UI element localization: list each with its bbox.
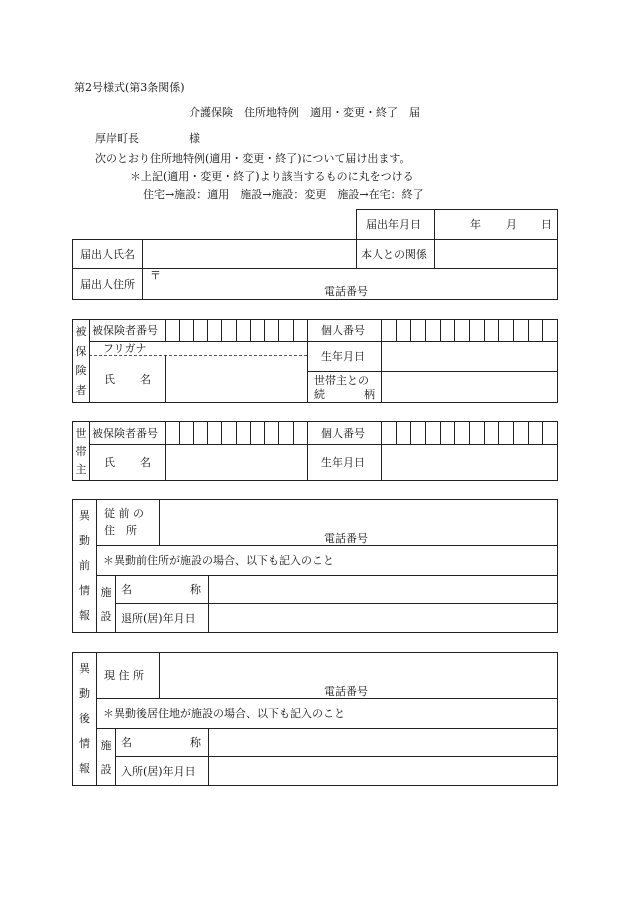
insured-side-label [73,322,89,400]
applicant-name-field[interactable] [143,240,355,268]
form-number: 第2号様式(第3条関係) [74,81,185,94]
after-facility-name-field[interactable] [209,729,557,756]
leaving-date-field[interactable] [209,604,557,632]
side-char: 情 [79,737,90,750]
current-phone-label: 電話番号 [324,685,368,698]
applicant-name-label: 届出人氏名 [80,248,135,261]
after-facility-side-label [97,733,115,781]
householder-personal-number-boxes[interactable] [382,422,557,444]
householder-birthdate-label: 生年月日 [321,456,365,469]
side-char: 設 [100,762,112,776]
side-char: 者 [75,383,87,397]
month-label: 月 [506,218,517,231]
note-cases: 住宅→施設：適用 施設→施設：変更 施設→在宅：終了 [143,188,424,201]
honorific: 様 [189,132,200,145]
intro-text: 次のとおり住所地特例(適用・変更・終了)について届け出ます。 [95,152,411,165]
householder-name-field[interactable] [166,445,307,480]
furigana-field[interactable] [166,342,307,355]
side-char: 施 [100,585,112,599]
household-relation-field[interactable] [382,372,557,402]
insured-name-label-2: 名 [140,373,151,386]
householder-personal-number-label: 個人番号 [321,427,365,440]
personal-number-boxes[interactable] [382,320,557,341]
previous-address-label-2: 住 所 [104,524,137,537]
side-char: 険 [75,364,87,378]
insured-birthdate-label: 生年月日 [321,350,365,363]
after-facility-name-label-1: 名 [121,736,132,749]
submission-date-field[interactable] [435,209,557,239]
applicant-phone-label: 電話番号 [324,285,368,298]
applicant-address-label: 届出人住所 [80,278,135,291]
side-char: 前 [79,559,90,572]
side-char: 設 [100,609,112,623]
household-relation-label-2a: 続 [314,388,325,401]
furigana-label: フリガナ [103,342,147,355]
side-char: 報 [79,609,90,622]
insured-name-label-1: 氏 [104,373,115,386]
addressee: 厚岸町長 [95,132,139,145]
side-char: 後 [79,712,90,725]
before-facility-name-label-2: 称 [190,583,201,596]
relation-label: 本人との関係 [361,248,427,261]
insured-birthdate-field[interactable] [382,342,557,371]
side-char: 保 [75,344,87,358]
relation-field[interactable] [435,240,557,268]
insured-number-boxes[interactable] [166,320,307,341]
before-facility-side-label [97,580,115,628]
householder-name-label-1: 氏 [104,456,115,469]
before-facility-name-label-1: 名 [121,583,132,596]
householder-number-label: 被保険者番号 [92,427,158,440]
note-circle: ＊上記(適用・変更・終了)より該当するものに丸をつける [130,170,414,183]
previous-phone-label: 電話番号 [324,532,368,545]
after-facility-note: ＊異動後居住地が施設の場合、以下も記入のこと [103,707,345,720]
side-char: 異 [79,509,90,522]
household-relation-label-1: 世帯主との [314,374,369,387]
entering-date-field[interactable] [209,757,557,785]
previous-address-label-1: 従 前 の [104,507,144,520]
side-char: 動 [79,534,90,547]
householder-birthdate-field[interactable] [382,445,557,480]
after-facility-name-label-2: 称 [190,736,201,749]
side-char: 施 [100,738,112,752]
after-side-label [73,656,96,781]
form-title: 介護保険 住所地特例 適用・変更・終了 届 [189,106,420,119]
day-label: 日 [541,218,552,231]
before-side-label [73,503,96,628]
leaving-date-label: 退所(居)年月日 [121,612,196,625]
side-char: 世 [75,426,87,440]
side-char: 動 [79,687,90,700]
side-char: 被 [75,325,87,339]
submission-date-label: 届出年月日 [366,218,421,231]
side-char: 主 [75,462,87,476]
postal-mark: 〒 [150,269,161,282]
side-char: 報 [79,762,90,775]
household-relation-label-2b: 柄 [364,388,375,401]
insured-name-field[interactable] [166,356,307,402]
householder-name-label-2: 名 [140,456,151,469]
insured-number-label: 被保険者番号 [92,324,158,337]
householder-side-label [73,424,89,478]
before-facility-name-field[interactable] [209,576,557,603]
before-facility-note: ＊異動前住所が施設の場合、以下も記入のこと [103,554,334,567]
side-char: 情 [79,584,90,597]
side-char: 異 [79,662,90,675]
personal-number-label: 個人番号 [321,324,365,337]
side-char: 帯 [75,444,87,458]
current-address-label: 現 住 所 [104,669,144,682]
entering-date-label: 入所(居)年月日 [121,765,196,778]
year-label: 年 [470,218,481,231]
householder-number-boxes[interactable] [166,422,307,444]
